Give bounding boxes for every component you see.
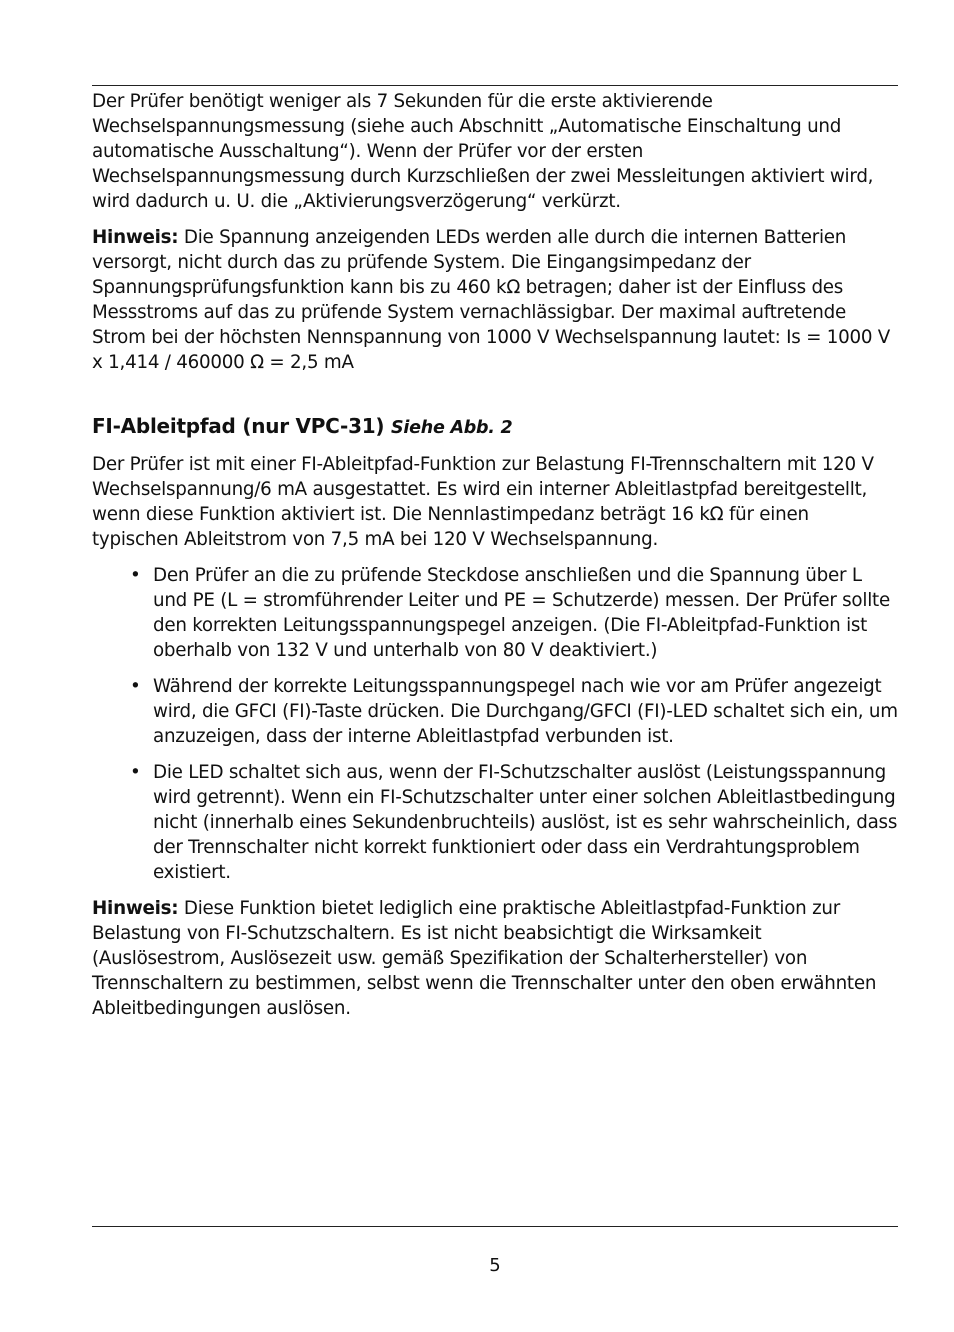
note-text: Die Spannung anzeigenden LEDs werden alle durch die internen Batterien versorgt, nicht durch das zu prüfende System. Die Eingangsimpedanz der Spannungsprüfungsfunktion kann bis zu 460 kΩ betragen; daher ist der Einfluss des Messstroms auf das zu prüfende System vernachlässigbar. Der maximal auftretende Strom bei der höchsten Nennspannung von 1000 V Wechselspannung lautet: — [92, 227, 847, 348]
list-item — [92, 563, 898, 663]
list-item-text: Den Prüfer an die zu prüfende Steckdose anschließen und die Spannung über L und PE (L = stromführender Leiter und PE = Schutzerde) messen. Der Prüfer sollte den korrekten Leitungsspannungspegel anzeigen. (Die FI-Ableitpfad-Funktion ist oberhalb von 132 V und unterhalb von 80 V deaktiviert.) — [153, 565, 890, 661]
footer-rule — [92, 1226, 898, 1227]
bullet-icon: • — [130, 565, 141, 586]
bullet-icon: • — [130, 762, 141, 783]
current-formula: = 1000 V x 1,414 / 460000 Ω = 2,5 mA — [92, 327, 891, 373]
intro-paragraph: Der Prüfer benötigt weniger als 7 Sekunden für die erste aktivierende Wechselspannungsmessung (siehe auch Abschnitt „Automatische Einschaltung und automatische Ausschaltung“). Wenn der Prüfer vor der ersten Wechselspannungsmessung durch Kurzschließen der zwei Messleitungen aktiviert wird, wird dadurch u. U. die „Aktivierungsverzögerung“ verkürzt. — [92, 91, 874, 212]
list-item-text: Die LED schaltet sich aus, wenn der FI-Schutzschalter auslöst (Leistungsspannung wird getrennt). Wenn ein FI-Schutzschalter unter einer solchen Ableitlastbedingung nicht (innerhalb eines Sekundenbruchteils) auslöst, ist es sehr wahrscheinlich, dass der Trennschalter nicht korrekt funktioniert oder dass ein Verdrahtungsproblem existiert. — [153, 762, 898, 883]
list-item — [92, 674, 898, 749]
section-heading — [92, 413, 898, 441]
list-item-text: Während der korrekte Leitungsspannungspegel nach wie vor am Prüfer angezeigt wird, die GFCI (FI)-Taste drücken. Die Durchgang/GFCI (FI)-LED schaltet sich ein, um anzuzeigen, dass der interne Ableitlastpfad verbunden ist. — [153, 676, 898, 747]
instruction-list — [92, 563, 898, 885]
note-paragraph-function — [92, 896, 898, 1021]
note-label: Hinweis: — [92, 227, 179, 248]
section-paragraph: Der Prüfer ist mit einer FI-Ableitpfad-Funktion zur Belastung FI-Trennschaltern mit 120 V Wechselspannung/6 mA ausgestattet. Es wird ein interner Ableitlastpfad bereitgestellt, wenn diese Funktion aktiviert ist. Die Nennlastimpedanz beträgt 16 kΩ für einen typischen Ableitstrom von 7,5 mA bei 120 V Wechselspannung. — [92, 454, 874, 550]
current-symbol: Is — [786, 327, 801, 348]
note-text: Diese Funktion bietet lediglich eine praktische Ableitlastpfad-Funktion zur Belastung von FI-Schutzschaltern. Es ist nicht beabsichtigt die Wirksamkeit (Auslösestrom, Auslösezeit usw. gemäß Spezifikation der Schalterhersteller) von Trennschaltern zu bestimmen, selbst wenn die Trennschalter unter den oben erwähnten Ableitbedingungen auslösen. — [92, 898, 877, 1019]
section-title: FI-Ableitpfad (nur VPC-31) — [92, 414, 385, 438]
note-label: Hinweis: — [92, 898, 179, 919]
section-figure-reference: Siehe Abb. 2 — [391, 418, 513, 438]
bullet-icon: • — [130, 676, 141, 697]
header-rule — [92, 85, 898, 86]
list-item — [92, 760, 898, 885]
page-number: 5 — [489, 1255, 501, 1276]
note-paragraph-voltage — [92, 225, 898, 375]
page-body — [92, 89, 898, 1032]
